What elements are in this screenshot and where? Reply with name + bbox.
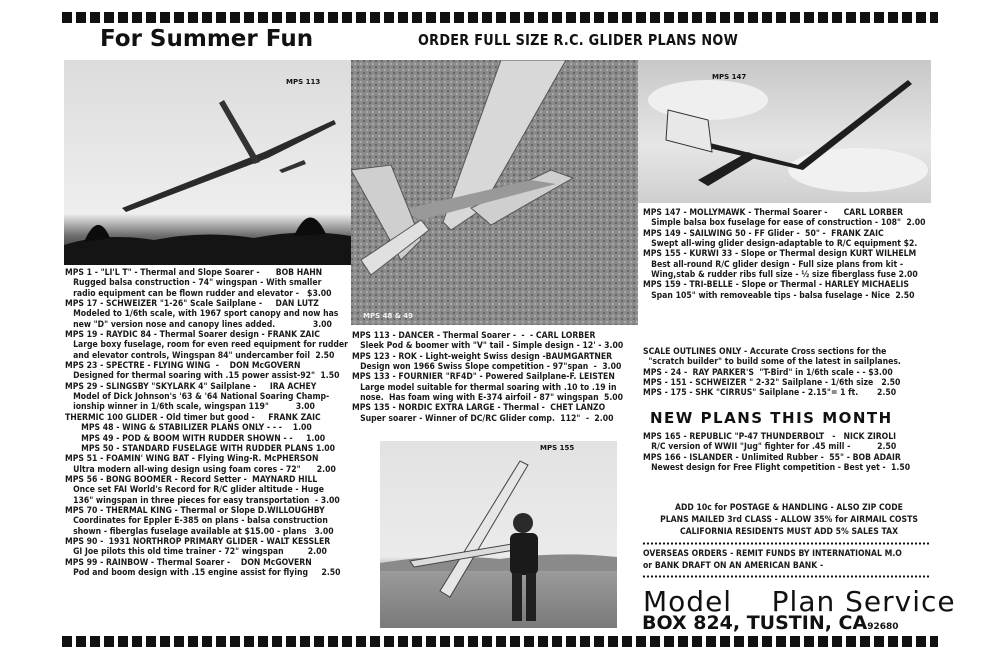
top-dashed-border	[62, 12, 938, 23]
new-plans-heading: NEW PLANS THIS MONTH	[650, 409, 893, 427]
photo-mps-113	[64, 60, 351, 265]
list-line: MPS - 175 - SHK "CIRRUS" Sailplane - 2.15"= 1 ft. 2.50	[643, 388, 897, 399]
photo-mps-147	[638, 60, 931, 203]
list-line: SCALE OUTLINES ONLY - Accurate Cross sections for the	[643, 347, 887, 357]
ordering-info	[648, 502, 930, 538]
ordering-line: PLANS MAILED 3rd CLASS - ALLOW 35% for AIRMAIL COSTS	[660, 515, 918, 525]
list-line: MPS 155 - KURWI 33 - Slope or Thermal design KURT WILHELM	[643, 249, 917, 260]
list-line: MPS 123 - ROK - Light-weight Swiss design -BAUMGARTNER	[352, 351, 613, 362]
list-line: shown - fiberglas fuselage available at $15.00 - plans 3.00	[65, 526, 334, 537]
photo-mps-48-49	[351, 60, 638, 325]
headline-order-plans: ORDER FULL SIZE R.C. GLIDER PLANS NOW	[418, 31, 739, 49]
list-line: MPS 23 - SPECTRE - FLYING WING - DON McGOVERN	[65, 361, 301, 372]
list-line: Newest design for Free Flight competition - Best yet - 1.50	[643, 463, 911, 474]
list-line: THERMIC 100 GLIDER - Old timer but good - FRANK ZAIC	[65, 412, 321, 423]
list-line: "scratch builder" to build some of the latest in sailplanes.	[643, 357, 901, 368]
glider-photo-sky	[64, 60, 351, 265]
list-line: MPS 149 - SAILWING 50 - FF Glider - 50" - FRANK ZAIC	[643, 228, 884, 239]
overseas-line: or BANK DRAFT ON AN AMERICAN BANK -	[643, 561, 824, 571]
list-line: new "D" version nose and canopy lines added. 3.00	[65, 319, 332, 330]
right-plan-list	[643, 208, 925, 301]
list-line: MPS - 24 - RAY PARKER'S "T-Bird" in 1/6th scale - - $3.00	[643, 367, 893, 378]
list-line: MPS 147 - MOLLYMAWK - Thermal Soarer - CARL LORBER	[643, 208, 904, 218]
list-line: R/C version of WWII "Jug" fighter for .45 mill - 2.50	[643, 442, 897, 453]
list-line: Super soarer - Winner of DC/RC Glider comp. 112" - 2.00	[352, 413, 614, 424]
photo-tag-mps-155: MPS 155	[540, 444, 575, 452]
list-line: Simple balsa box fuselage for ease of construction - 108" 2.00	[643, 218, 926, 229]
list-line: Sleek Pod & boomer with "V" tail - Simple design - 12' - 3.00	[352, 341, 624, 352]
photo-tag-mps-113: MPS 113	[286, 78, 321, 86]
list-line: Best all-round R/C glider design - Full size plans from kit -	[643, 259, 904, 270]
left-plan-list	[65, 268, 348, 578]
overseas-line: OVERSEAS ORDERS - REMIT FUNDS BY INTERNATIONAL M.O	[643, 549, 902, 559]
list-line: GI Joe pilots this old time trainer - 72" wingspan 2.00	[65, 547, 327, 558]
bottom-dashed-border	[62, 636, 938, 647]
new-plans-list	[643, 432, 910, 473]
list-line: Model of Dick Johnson's '63 & '64 National Soaring Champ-	[65, 392, 330, 403]
list-line: Large model suitable for thermal soaring with .10 to .19 in	[352, 382, 617, 393]
list-line: MPS - 151 - SCHWEIZER " 2-32" Sailplane - 1/6th size 2.50	[643, 378, 901, 389]
list-line: Wing,stab & rudder ribs full size - ½ size fiberglass fuse 2.00	[643, 270, 918, 281]
list-line: MPS 113 - DANCER - Thermal Soarer - - - CARL LORBER	[352, 331, 596, 341]
list-line: and elevator controls, Wingspan 84" undercamber foil 2.50	[65, 350, 335, 361]
overseas-info	[643, 548, 902, 572]
ordering-line: ADD 10c for POSTAGE & HANDLING - ALSO ZIP CODE	[675, 503, 903, 513]
list-line: MPS 1 - "LI'L T" - Thermal and Slope Soarer - BOB HAHN	[65, 268, 323, 278]
list-line: MPS 165 - REPUBLIC "P-47 THUNDERBOLT - NICK ZIROLI	[643, 432, 897, 442]
list-line: 136" wingspan in three pieces for easy transportation - 3.00	[65, 495, 340, 506]
list-line: ionship winner in 1/6th scale, wingspan 119" 3.00	[65, 402, 315, 413]
list-line: MPS 90 - 1931 NORTHROP PRIMARY GLIDER - WALT KESSLER	[65, 536, 331, 547]
list-line: Designed for thermal soaring with .15 power assist-92" 1.50	[65, 371, 340, 382]
photo-tag-mps-48-49: MPS 48 & 49	[363, 312, 414, 320]
company-address	[642, 612, 899, 634]
dotted-divider	[642, 575, 930, 578]
list-line: radio equipment can be flown rudder and elevator - $3.00	[65, 288, 332, 299]
list-line: MPS 48 - WING & STABILIZER PLANS ONLY - - - 1.00	[65, 423, 312, 434]
glider-photo-grass	[351, 60, 638, 325]
list-line: MPS 19 - RAYDIC 84 - Thermal Soarer design - FRANK ZAIC	[65, 330, 320, 341]
list-line: MPS 166 - ISLANDER - Unlimited Rubber - 55" - BOB ADAIR	[643, 452, 901, 463]
photo-tag-mps-147: MPS 147	[712, 73, 747, 81]
list-line: MPS 135 - NORDIC EXTRA LARGE - Thermal - CHET LANZO	[352, 403, 606, 414]
list-line: Large boxy fuselage, room for even reed equipment for rudder	[65, 340, 348, 351]
ordering-line: CALIFORNIA RESIDENTS MUST ADD 5% SALES TAX	[679, 527, 899, 537]
scale-outlines-list	[643, 347, 901, 399]
headline-summer-fun: For Summer Fun	[100, 26, 314, 52]
list-line: MPS 29 - SLINGSBY "SKYLARK 4" Sailplane - IRA ACHEY	[65, 381, 317, 392]
list-line: Ultra modern all-wing design using foam cores - 72" 2.00	[65, 464, 336, 475]
list-line: MPS 70 - THERMAL KING - Thermal or Slope D.WILLOUGHBY	[65, 505, 325, 516]
list-line: MPS 50 - STANDARD FUSELAGE WITH RUDDER PLANS 1.00	[65, 443, 336, 454]
list-line: Pod and boom design with .15 engine assist for flying 2.50	[65, 567, 341, 578]
list-line: MPS 51 - FOAMIN' WING BAT - Flying Wing-R. McPHERSON	[65, 454, 319, 465]
middle-plan-list	[352, 331, 623, 424]
list-line: Rugged balsa construction - 74" wingspan - With smaller	[65, 278, 322, 289]
list-line: Design won 1966 Swiss Slope competition - 97"span - 3.00	[352, 362, 622, 373]
list-line: Span 105" with removeable tips - balsa fuselage - Nice 2.50	[643, 290, 915, 301]
glider-photo-pilot	[380, 441, 617, 628]
address-text: BOX 824, TUSTIN, CA	[642, 612, 868, 634]
company-name-text: Model Plan Service	[643, 585, 956, 618]
zip-code: 92680	[867, 622, 899, 632]
list-line: MPS 56 - BONG BOOMER - Record Setter - MAYNARD HILL	[65, 474, 318, 485]
list-line: Modeled to 1/6th scale, with 1967 sport canopy and now has	[65, 309, 339, 320]
list-line: MPS 99 - RAINBOW - Thermal Soarer - DON McGOVERN	[65, 557, 312, 568]
list-line: MPS 133 - FOURNIER "RF4D" - Powered Sailplane-F. LEISTEN	[352, 372, 615, 383]
list-line: MPS 159 - TRI-BELLE - Slope or Thermal - HARLEY MICHAELIS	[643, 280, 909, 291]
list-line: Coordinates for Eppler E-385 on plans - balsa construction	[65, 516, 328, 527]
glider-photo-clouds	[638, 60, 931, 203]
list-line: nose. Has foam wing with E-374 airfoil - 87" wingspan 5.00	[352, 393, 624, 404]
photo-mps-155	[380, 441, 617, 628]
list-line: MPS 17 - SCHWEIZER "1-26" Scale Sailplane - DAN LUTZ	[65, 299, 319, 310]
list-line: MPS 49 - POD & BOOM WITH RUDDER SHOWN - - 1.00	[65, 433, 326, 444]
list-line: Swept all-wing glider design-adaptable to R/C equipment $2.	[643, 239, 918, 250]
dotted-divider	[642, 542, 930, 545]
list-line: Once set FAI World's Record for R/C glider altitude - Huge	[65, 485, 325, 496]
